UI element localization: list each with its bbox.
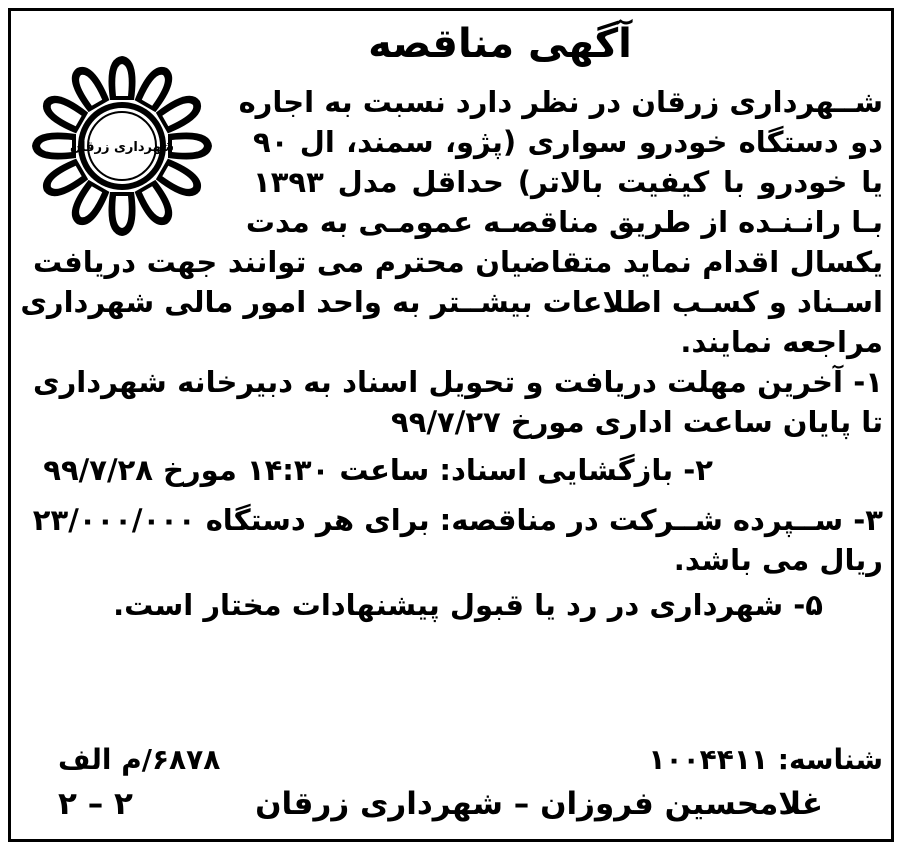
notice-line: اسـناد و کسـب اطلاعات بیشــتر به واحد امور مالی شهرداری xyxy=(20,285,883,319)
footer-number: ۲ – ۲ xyxy=(58,786,133,822)
notice-item: ۱- آخرين مهلت دريافت و تحويل اسناد به دبيرخانه شهرداری xyxy=(33,365,883,399)
emblem-petal xyxy=(109,56,136,100)
footer xyxy=(58,782,883,826)
notice-item-deadline: تا پايان ساعت اداری مورخ ۹۹/۷/۲۷ xyxy=(391,405,883,439)
emblem-text: شهرداری زرقان xyxy=(70,140,174,155)
notice-line: يکسال اقدام نماید متقاضیان محترم می توانند جهت دريافت xyxy=(33,245,883,279)
notice-line: شــهرداری زرقان در نظر دارد نسبت به اجاره xyxy=(238,85,883,119)
notice-title: آگهی مناقصه xyxy=(368,21,632,67)
notice-item: ۵- شهرداری در رد يا قبول پيشنهادات مختار است. xyxy=(113,588,823,622)
reference-code: ۶۸۷۸/م الف xyxy=(58,743,221,776)
municipality-emblem xyxy=(32,56,212,236)
notice-item: ۲- بازگشايی اسناد: ساعت ۱۴:۳۰ مورخ ۹۹/۷/۲۸ xyxy=(43,453,713,487)
shenase: شناسه: ۱۰۰۴۴۱۱ xyxy=(648,743,883,776)
reference-line xyxy=(58,740,883,780)
notice-line: مراجعه نمایند. xyxy=(680,325,883,359)
notice-line: بـا رانـنـده از طريق مناقصـه عمومـی به مدت xyxy=(245,205,883,239)
notice-line: یا خودرو با کیفیت بالاتر) حداقل مدل ۱۳۹۳ xyxy=(253,165,883,199)
notice-line: دو دستگاه خودرو سواری (پژو، سمند، ال ۹۰ xyxy=(253,125,883,159)
footer-name: غلامحسين فروزان – شهرداری زرقان xyxy=(255,786,823,822)
notice-item: ريال می باشد. xyxy=(673,543,883,577)
notice-item: ۳- ســپرده شــرکت در مناقصه: برای هر دستگاه ۲۳/۰۰۰/۰۰۰ xyxy=(32,503,883,537)
